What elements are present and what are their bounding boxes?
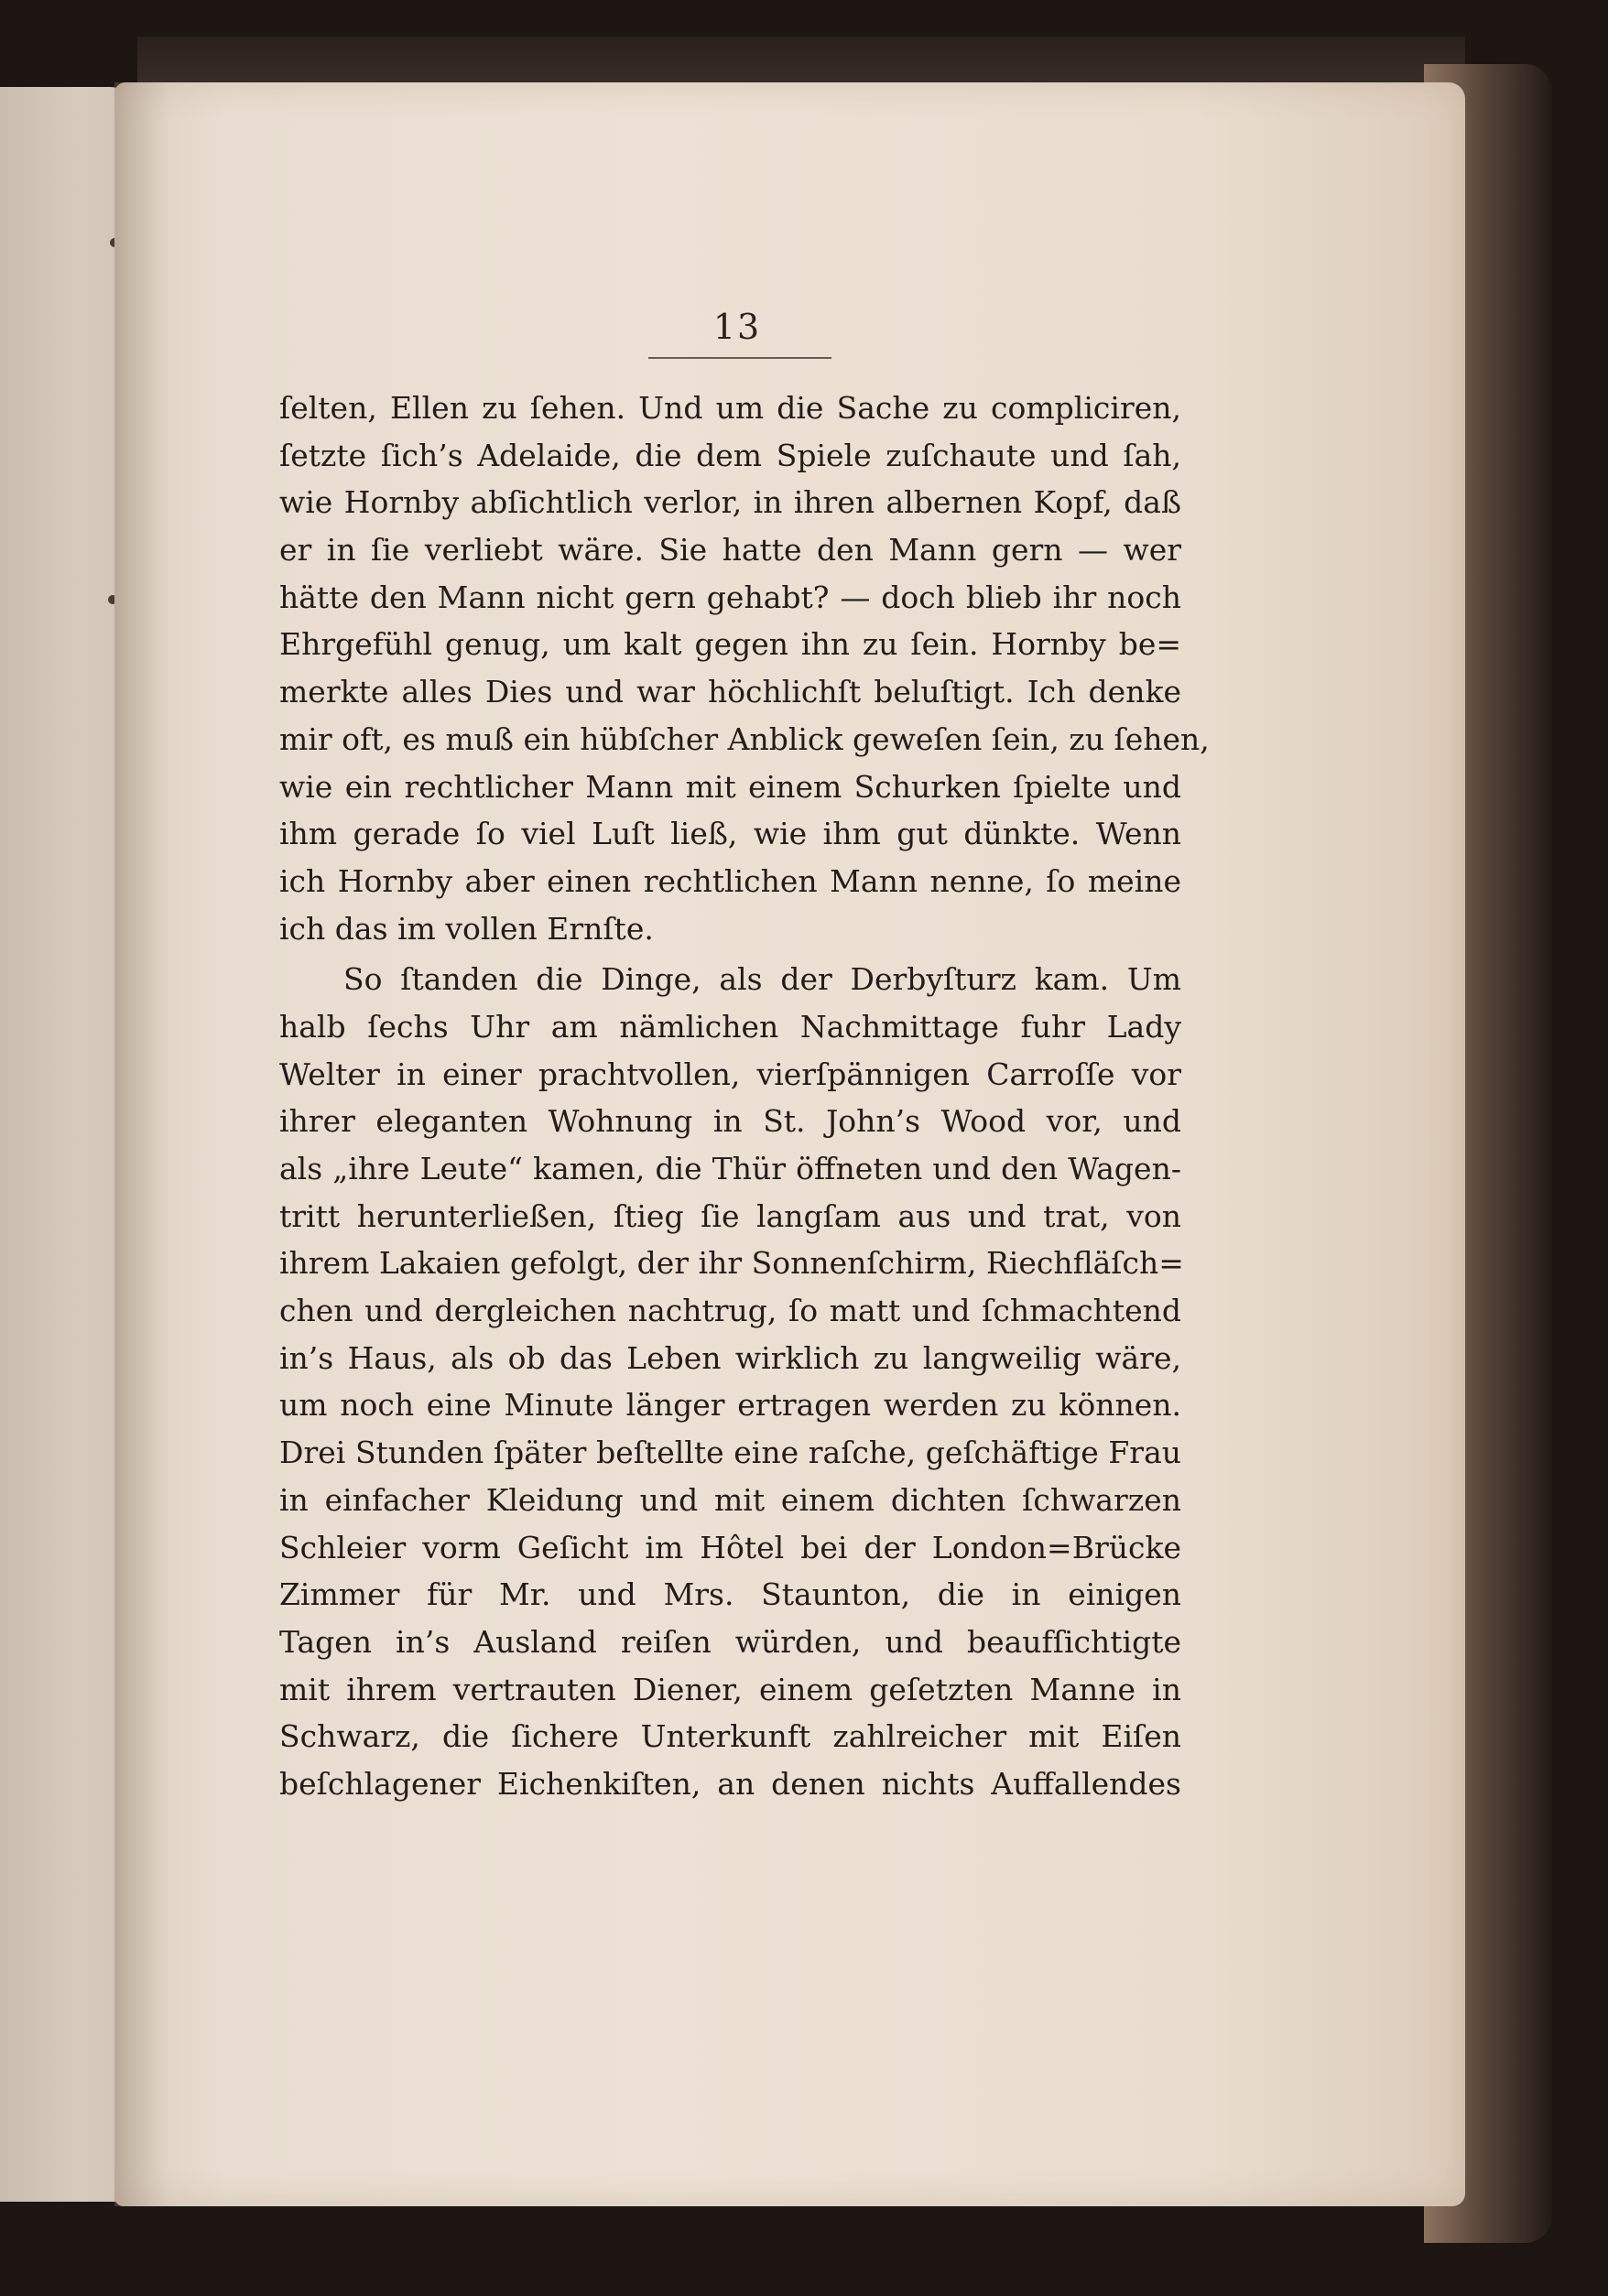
- text-line: mir oft, es muß ein hübſcher Anblick geweſen ſein, zu ſehen,: [279, 720, 1210, 757]
- text-line: ich das im vollen Ernſte.: [279, 910, 654, 947]
- text-line: chen und dergleichen nachtrug, ſo matt und ſchmachtend: [279, 1293, 1181, 1329]
- text-line: ihrem Lakaien gefolgt, der ihr Sonnenſchirm, Riechfläſch=: [279, 1245, 1184, 1282]
- text-line: als „ihre Leute“ kamen, die Thür öffneten und den Wagen-: [279, 1151, 1181, 1186]
- text-line: wie Hornby abſichtlich verlor, in ihren albernen Kopf, daß: [279, 484, 1181, 521]
- text-line: ihrer eleganten Wohnung in St. John’s Wood vor, und: [279, 1103, 1181, 1140]
- text-line: beſchlagener Eichenkiſten, an denen nichts Auffallendes: [279, 1765, 1181, 1802]
- text-line: So ſtanden die Dinge, als der Derbyſturz kam. Um: [343, 961, 1181, 998]
- text-line: Ehrgefühl genug, um kalt gegen ihn zu ſein. Hornby be=: [279, 626, 1181, 663]
- body-text: [279, 384, 1210, 1808]
- page-number-rule: [648, 357, 831, 359]
- page-gutter: [114, 82, 169, 2206]
- text-line: Welter in einer prachtvollen, vierſpännigen Carroſſe vor: [279, 1056, 1181, 1092]
- text-line: ich Hornby aber einen rechtlichen Mann nenne, ſo meine: [279, 862, 1181, 899]
- text-line: wie ein rechtlicher Mann mit einem Schurken ſpielte und: [279, 768, 1181, 805]
- text-line: Tagen in’s Ausland reiſen würden, und beaufſichtigte: [279, 1623, 1181, 1660]
- text-line: ſetzte ſich’s Adelaide, die dem Spiele zuſchaute und ſah,: [279, 437, 1181, 473]
- text-line: ihm gerade ſo viel Luſt ließ, wie ihm gut dünkte. Wenn: [279, 816, 1181, 852]
- text-line: in’s Haus, als ob das Leben wirklich zu langweilig wäre,: [279, 1339, 1181, 1376]
- text-line: er in ſie verliebt wäre. Sie hatte den Mann gern — wer: [279, 532, 1181, 569]
- text-line: merkte alles Dies und war höchlichſt beluſtigt. Ich denke: [279, 674, 1181, 710]
- text-line: hätte den Mann nicht gern gehabt? — doch blieb ihr noch: [279, 579, 1181, 615]
- text-line: um noch eine Minute länger ertragen werden zu können.: [279, 1387, 1181, 1424]
- text-line: Schleier vorm Geſicht im Hôtel bei der London=Brücke: [279, 1529, 1181, 1565]
- text-line: Zimmer für Mr. und Mrs. Staunton, die in einigen: [279, 1576, 1181, 1613]
- text-line: in einfacher Kleidung und mit einem dichten ſchwarzen: [279, 1481, 1181, 1518]
- text-line: mit ihrem vertrauten Diener, einem geſetzten Manne in: [279, 1671, 1181, 1707]
- text-line: Drei Stunden ſpäter beſtellte eine raſche, geſchäftige Frau: [279, 1435, 1181, 1471]
- text-line: Schwarz, die ſichere Unterkunft zahlreicher mit Eiſen: [279, 1718, 1181, 1755]
- text-line: halb ſechs Uhr am nämlichen Nachmittage fuhr Lady: [279, 1008, 1181, 1045]
- page-number: 13: [712, 307, 762, 347]
- text-line: ſelten, Ellen zu ſehen. Und um die Sache zu compliciren,: [279, 390, 1181, 426]
- text-line: tritt herunterließen, ſtieg ſie langſam aus und trat, von: [279, 1197, 1181, 1234]
